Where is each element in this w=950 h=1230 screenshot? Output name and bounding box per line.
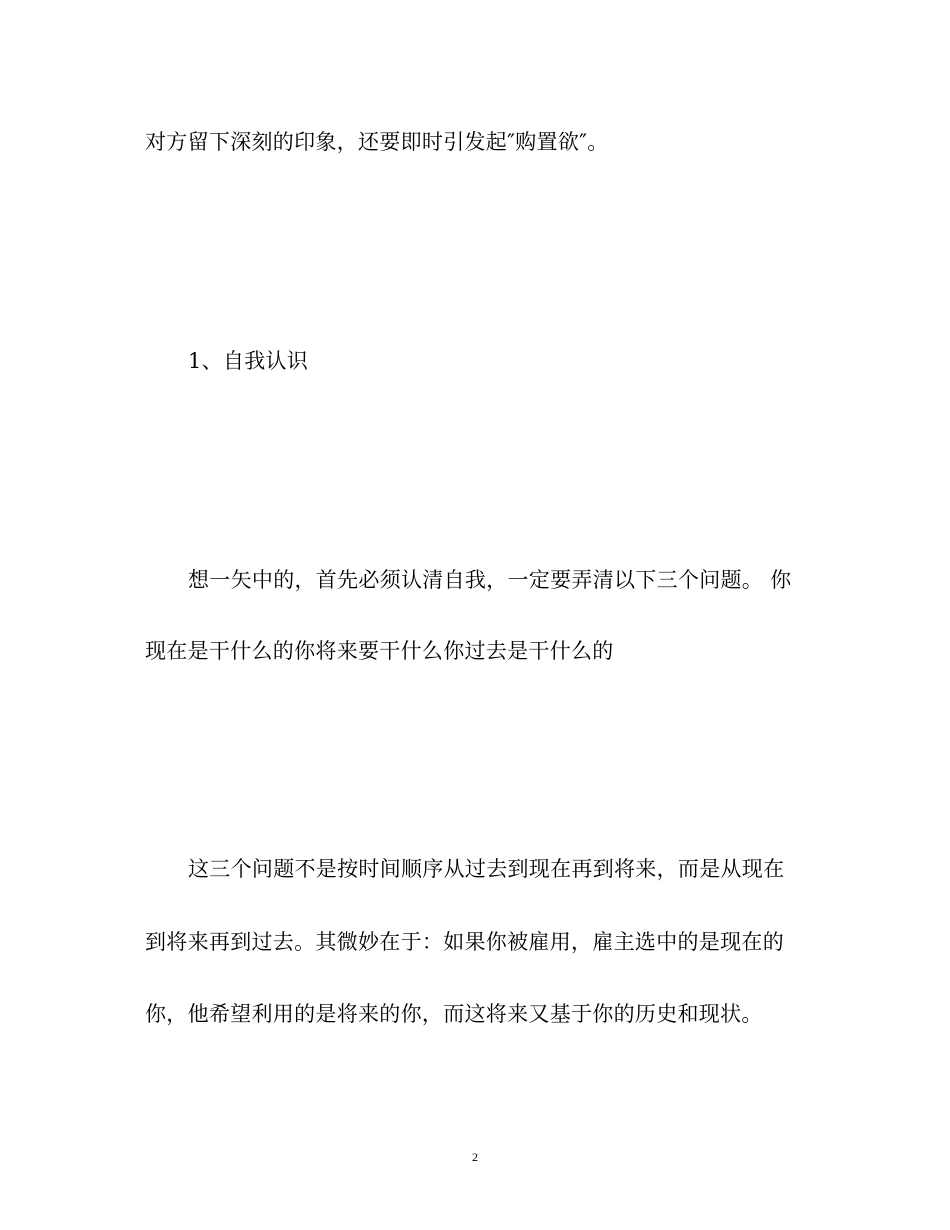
paragraph-text-line: 对方留下深刻的印象，还要即时引发起″购置欲″。: [145, 130, 609, 154]
page-number: 2: [472, 1150, 478, 1164]
paragraph-text-line: 想一矢中的，首先必须认清自我，一定要弄清以下三个问题。 你: [188, 568, 792, 592]
paragraph-text-line: 你，他希望利用的是将来的你，而这将来又基于你的历史和现状。: [145, 1002, 763, 1026]
paragraph-text-line: 现在是干什么的你将来要干什么你过去是干什么的: [145, 639, 614, 663]
paragraph-text-line: 到将来再到过去。其微妙在于：如果你被雇用，雇主选中的是现在的: [145, 930, 784, 954]
paragraph-text-line: 这三个问题不是按时间顺序从过去到现在再到将来，而是从现在: [188, 857, 785, 881]
section-heading: 1、自我认识: [188, 349, 309, 373]
